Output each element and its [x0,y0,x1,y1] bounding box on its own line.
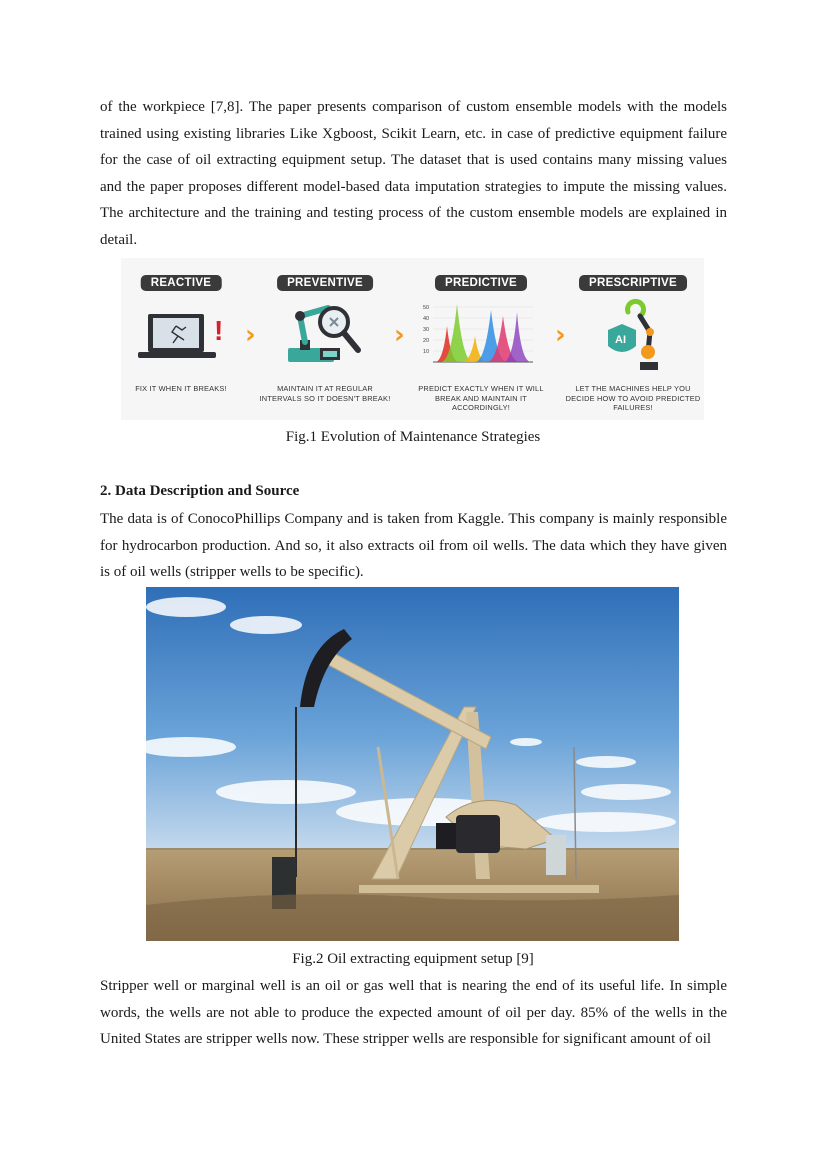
paragraph-data-description: The data is of ConocoPhillips Company and is taken from Kaggle. This company is mainly responsible for hydrocarbon production. And so, it also extracts oil from oil wells. The data which they have given is of oil wells (stripper wells to be specific). [100,511,727,581]
stage-caption-reactive: FIX IT WHEN IT BREAKS! [135,384,227,393]
broken-laptop-icon [126,296,236,376]
figure1-caption: Fig.1 Evolution of Maintenance Strategies [285,429,541,445]
paragraph-stripper-wells: Stripper well or marginal well is an oil or gas well that is nearing the end of its useful life. In simple words, the wells are not able to produce the expected amount of oil per day. 85% of the wells in the United States are stripper wells now. These stripper wells are responsible for significant amount of oil [100,978,727,1048]
stage-title-prescriptive: PRESCRIPTIVE [579,275,687,291]
chart-tick: 40 [423,316,430,322]
paragraph-intro: of the workpiece [7,8]. The paper presents comparison of custom ensemble models with the models trained using existing libraries Like Xgboost, Scikit Learn, etc. in case of predictive equipment failure for the case of oil extracting equipment setup. The dataset that is used contains many missing values and the paper proposes different model-based data imputation strategies to impute the missing values. The architecture and the training and testing process of the custom ensemble models are explained in detail. [100,99,727,248]
stage-prescriptive [563,258,703,420]
ai-robot-arm-icon [578,296,688,378]
ai-badge: AI [615,334,626,346]
chart-tick: 20 [423,338,430,344]
chevron-right-icon: › [245,320,256,350]
section-heading: 2. Data Description and Source [100,483,300,499]
chevron-right-icon: › [555,320,566,350]
stage-title-preventive: PREVENTIVE [277,275,373,291]
pumpjack-photo [146,587,679,941]
chart-tick: 50 [423,305,430,311]
figure2-caption: Fig.2 Oil extracting equipment setup [9] [292,951,534,967]
stage-predictive [411,258,551,420]
stage-caption-preventive: MAINTAIN IT AT REGULAR INTERVALS SO IT DOESN'T BREAK! [259,384,391,403]
figure-maintenance-strategies [121,258,704,420]
stage-preventive [255,258,395,420]
stage-caption-prescriptive: LET THE MACHINES HELP YOU DECIDE HOW TO AVOID PREDICTED FAILURES! [565,384,701,412]
chart-tick: 30 [423,327,430,333]
stage-title-predictive: PREDICTIVE [435,275,527,291]
predictive-chart-icon [421,296,541,378]
chevron-right-icon: › [394,320,405,350]
robot-arm-magnifier-icon [270,296,380,376]
stage-caption-predictive: PREDICT EXACTLY WHEN IT WILL BREAK AND MAINTAIN IT ACCORDINGLY! [418,384,544,412]
chart-tick: 10 [423,349,430,355]
alert-mark: ! [214,315,224,346]
stage-title-reactive: REACTIVE [141,275,222,291]
stage-reactive [121,258,251,420]
